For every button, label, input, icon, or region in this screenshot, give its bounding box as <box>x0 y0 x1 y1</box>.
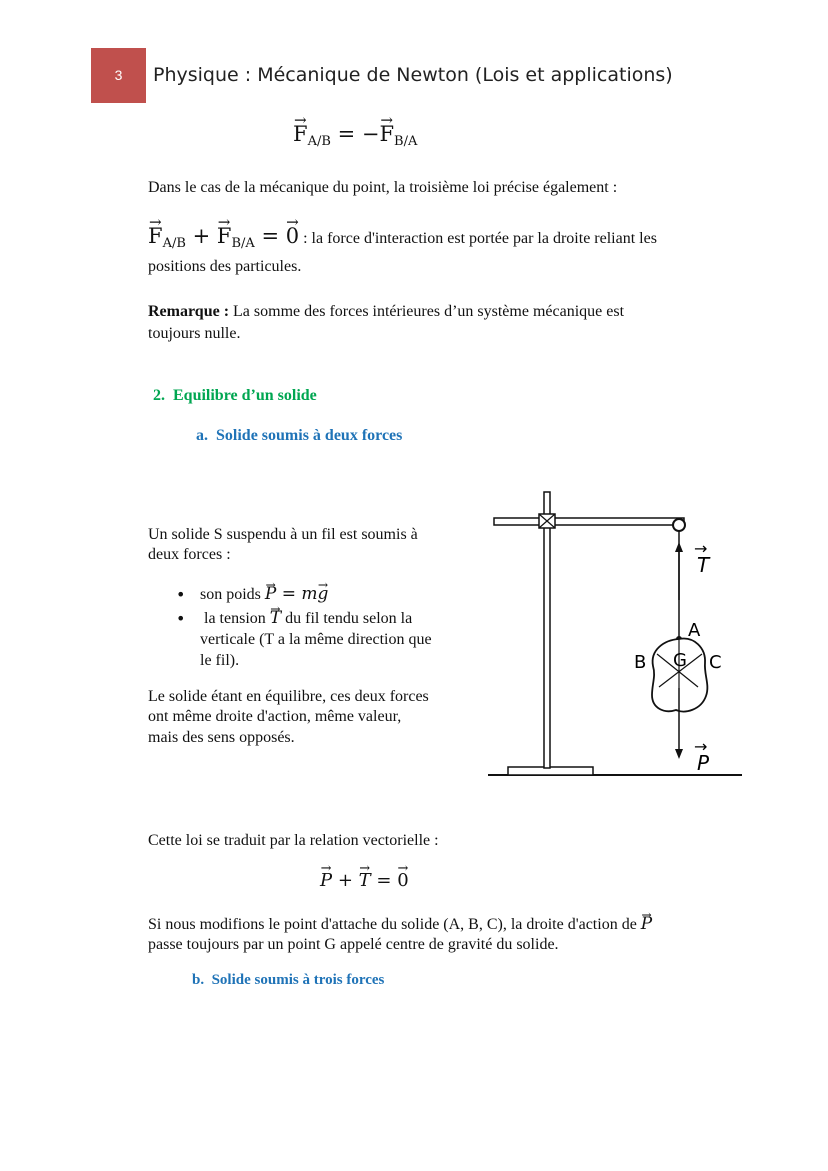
stand-pole <box>544 492 550 768</box>
equilibrium-line3: mais des sens opposés. <box>148 729 295 746</box>
relation-formula <box>320 870 409 891</box>
subsection-title: Solide soumis à trois forces <box>211 972 385 988</box>
tension-rest: du fil tendu selon la <box>281 610 413 627</box>
vector-f-ab-2: → F <box>148 224 163 248</box>
weight-text: son poids <box>200 586 265 603</box>
operator: = − <box>330 122 380 146</box>
label-a: A <box>688 620 701 641</box>
intro-line1: Un solide S suspendu à un fil est soumis à <box>148 526 418 543</box>
remark-label: Remarque : <box>148 303 230 320</box>
zero-vector: → 0 <box>286 224 299 248</box>
formula-action-reaction <box>293 122 417 149</box>
vector-f-ba: → F <box>379 122 394 146</box>
relation-intro: Cette loi se traduit par la relation vectorielle : <box>148 832 439 849</box>
subscript-ab-2: A/B <box>162 236 186 251</box>
subsection-letter: a. <box>196 427 208 444</box>
stand-arm <box>494 518 684 525</box>
tension-line2: verticale (T a la même direction que <box>200 631 432 648</box>
label-b: B <box>634 652 647 673</box>
pulley <box>673 519 685 531</box>
vector-p: → P <box>320 870 332 891</box>
svg-text:→: → <box>694 539 708 558</box>
interaction-text-line2: positions des particules. <box>148 258 302 275</box>
subscript-ab: A/B <box>307 134 331 149</box>
section-title: Equilibre d’un solide <box>173 387 317 404</box>
tension-text: la tension <box>200 610 270 627</box>
forces-list <box>148 584 478 671</box>
subsection-heading-three-forces <box>192 972 384 989</box>
subscript-ba-2: B/A <box>231 236 255 251</box>
equals-sign: = <box>254 224 286 248</box>
interaction-text: la force d'interaction est portée par la droite reliant les <box>311 230 657 247</box>
zero-vector: → 0 <box>397 870 408 891</box>
subsection-letter: b. <box>192 972 205 988</box>
remark <box>148 301 624 322</box>
label-c: C <box>709 652 722 673</box>
tension-line3: le fil). <box>200 652 240 669</box>
page-number-badge: 3 <box>91 48 146 103</box>
subsection-title: Solide soumis à deux forces <box>216 427 403 444</box>
suspended-solid-figure <box>480 480 750 790</box>
vector-f-ba-2: → F <box>217 224 232 248</box>
vector-t: → T <box>359 870 371 891</box>
attachment-text: Si nous modifions le point d'attache du solide (A, B, C), la droite d'action de <box>148 916 641 933</box>
section-number: 2. <box>153 387 165 404</box>
vector-p: → P <box>265 584 276 605</box>
paragraph-third-law: Dans le cas de la mécanique du point, la troisième loi précise également : <box>148 179 618 196</box>
subsection-heading-two-forces <box>196 427 402 445</box>
mass-symbol: m <box>301 584 318 604</box>
vector-p: → P <box>641 914 652 935</box>
vector-t: → T <box>270 608 281 629</box>
list-item-weight <box>148 584 478 605</box>
vector-f-ab: → F <box>293 122 308 146</box>
list-item-tension <box>148 608 478 671</box>
label-p: P <box>697 751 710 775</box>
remark-line2: toujours nulle. <box>148 325 241 342</box>
page-title: Physique : Mécanique de Newton (Lois et applications) <box>153 64 673 86</box>
remark-text: La somme des forces intérieures d’un système mécanique est <box>229 303 625 320</box>
section-heading-equilibre <box>153 387 317 405</box>
subscript-ba: B/A <box>394 134 418 149</box>
svg-text:→: → <box>694 737 708 756</box>
plus-sign: + <box>332 870 359 891</box>
attachment-paragraph-line2: passe toujours par un point G appelé centre de gravité du solide. <box>148 936 559 953</box>
equals-sign: = <box>370 870 398 891</box>
intro-line2: deux forces : <box>148 546 231 563</box>
equals-sign: = <box>276 584 302 604</box>
equilibrium-line2: ont même droite d'action, même valeur, <box>148 708 402 725</box>
plus-sign: + <box>185 224 217 248</box>
label-g: G <box>673 650 687 671</box>
equilibrium-line1: Le solide étant en équilibre, ces deux forces <box>148 688 429 705</box>
vector-g: → g <box>318 584 329 605</box>
label-t: T <box>697 553 710 577</box>
colon: : <box>299 230 312 247</box>
formula-sum-zero <box>148 224 657 251</box>
attachment-paragraph-line1 <box>148 914 652 935</box>
